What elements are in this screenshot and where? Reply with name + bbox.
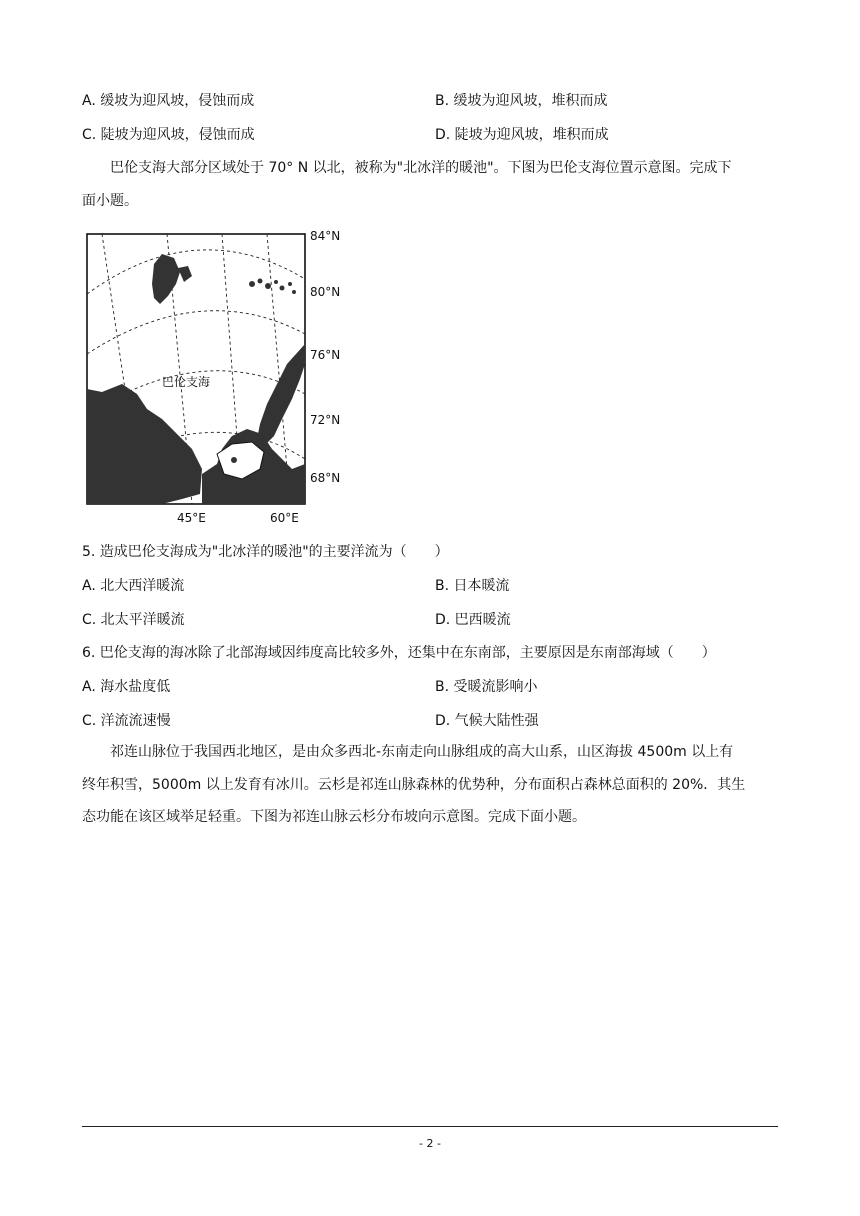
q5-option-b: B. 日本暖流 (435, 578, 510, 594)
q6-option-b: B. 受暖流影响小 (435, 679, 538, 695)
q4-option-b: B. 缓坡为迎风坡，堆积而成 (435, 93, 608, 109)
intro-line: 祁连山脉位于我国西北地区，是由众多西北-东南走向山脉组成的高大山系，山区海拔 4500m 以上有 (110, 744, 734, 760)
q6-option-a: A. 海水盐度低 (82, 679, 171, 695)
sea-label: 巴伦支海 (162, 375, 211, 389)
q4-option-c: C. 陡坡为迎风坡，侵蚀而成 (82, 127, 255, 143)
q6-option-c: C. 洋流流速慢 (82, 713, 171, 729)
page-number: - 2 - (419, 1137, 441, 1150)
lat-label-72: 72°N (310, 413, 341, 427)
intro-paragraph-barents (82, 152, 782, 217)
intro-line: 巴伦支海大部分区域处于 70° N 以北，被称为"北冰洋的暖池"。下图为巴伦支海位置示意图。完成下 (110, 160, 732, 176)
intro-line: 态功能在该区域举足轻重。下图为祁连山脉云杉分布坡向示意图。完成下面小题。 (82, 809, 586, 825)
lon-label-60: 60°E (270, 511, 299, 525)
footer-divider (82, 1126, 778, 1127)
intro-line: 终年积雪，5000m 以上发育有冰川。云杉是祁连山脉森林的优势种，分布面积占森林总面积的 20%．其生 (82, 776, 746, 793)
q6-option-d: D. 气候大陆性强 (435, 713, 539, 729)
lon-label-45: 45°E (177, 511, 206, 525)
q4-option-d: D. 陡坡为迎风坡，堆积而成 (435, 127, 609, 143)
intro-paragraph-qilian (82, 736, 782, 834)
q5-option-d: D. 巴西暖流 (435, 612, 511, 628)
lat-label-80: 80°N (310, 285, 341, 299)
lat-label-84: 84°N (310, 229, 341, 243)
q5-option-a: A. 北大西洋暖流 (82, 578, 185, 594)
q5-option-c: C. 北太平洋暖流 (82, 612, 185, 628)
q4-option-a: A. 缓坡为迎风坡，侵蚀而成 (82, 93, 255, 109)
lat-label-68: 68°N (310, 471, 341, 485)
barents-sea-map (82, 224, 362, 528)
intro-line: 面小题。 (82, 192, 138, 209)
q6-stem: 6. 巴伦支海的海冰除了北部海域因纬度高比较多外，还集中在东南部，主要原因是东南部海域（ ） (82, 645, 716, 661)
lat-label-76: 76°N (310, 348, 341, 362)
q5-stem: 5. 造成巴伦支海成为"北冰洋的暖池"的主要洋流为（ ） (82, 544, 449, 560)
